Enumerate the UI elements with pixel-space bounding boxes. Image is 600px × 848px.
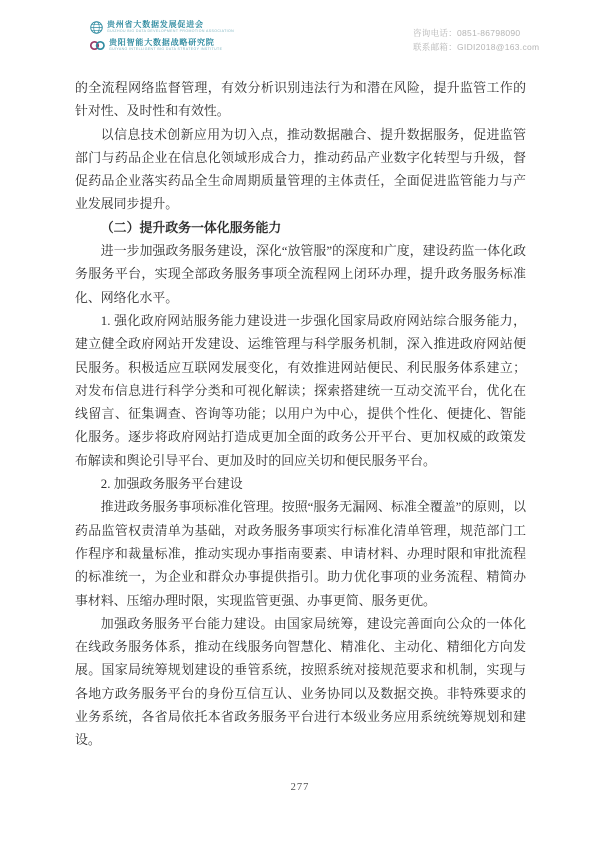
paragraph: 加强政务服务平台能力建设。由国家局统筹，建设完善面向公众的一体化在线政务服务体系，推动在线服务向智慧化、精准化、主动化、精细化方向发展。国家局统筹规划建设的垂管系统，按照系统对接规范要求和机制，实现与各地方政务服务平台的身份互信互认、业务协同以及数据交换。非特殊要求的业务系统，各省局依托本省政务服务平台进行本级业务应用系统统筹规划和建设。 xyxy=(75,616,526,748)
numbered-subheading: 2. 加强政务服务平台建设 xyxy=(100,477,243,492)
association-name-en: GUIZHOU BIG DATA DEVELOPMENT PROMOTION ASSOCIATION xyxy=(107,28,235,33)
paragraph: 的全流程网络监督管理，有效分析识别违法行为和潜在风险，提升监管工作的针对性、及时性和有效性。 xyxy=(75,81,526,119)
contact-phone: 咨询电话：0851-86798090 xyxy=(413,28,521,38)
association-name: 贵州省大数据发展促进会 xyxy=(107,20,204,30)
institute-name: 贵阳智能大数据战略研究院 xyxy=(109,38,215,48)
association-logo xyxy=(90,21,234,34)
paragraph: 推进政务服务事项标准化管理。按照“服务无漏网、标准全覆盖”的原则，以药品监管权责清单为基础，对政务服务事项实行标准化清单管理，规范部门工作程序和裁量标准，推动实现办事指南要素、申请材料、办理时限和审批流程的标准统一，为企业和群众办事提供指引。助力优化事项的业务流程、精简办事材料、压缩办理时限，实现监管更强、办事更简、服务更优。 xyxy=(75,500,526,608)
document-body xyxy=(75,77,526,753)
globe-icon xyxy=(90,21,103,34)
paragraph: 以信息技术创新应用为切入点，推动数据融合、提升数据服务，促进监管部门与药品企业在信息化领域形成合力，推动药品产业数字化转型与升级，督促药品企业落实药品全生命周期质量管理的主体责任，全面促进监管能力与产业发展同步提升。 xyxy=(75,127,526,212)
institute-name-en: GUIYANG INTELLIGENT BIG DATA STRATEGY INSTITUTE xyxy=(109,46,223,51)
association-logo-text xyxy=(107,21,234,34)
paragraph: 进一步加强政务服务建设，深化“放管服”的深度和广度，建设药监一体化政务服务平台，实现全部政务服务事项全流程网上闭环办理，提升政务服务标准化、网络化水平。 xyxy=(75,244,526,305)
paragraph: 1. 强化政府网站服务能力建设进一步强化国家局政府网站综合服务能力，建立健全政府网站开发建设、运维管理与科学服务机制，深入推进政府网站便民服务。积极适应互联网发展变化，有效推进网站便民、利民服务体系建立；对发布信息进行科学分类和可视化解读；探索搭建统一互动交流平台，优化在线留言、征集调查、咨询等功能；以用户为中心，提供个性化、便捷化、智能化服务。逐步将政府网站打造成更加全面的政务公开平台、更加权威的政策发布解读和舆论引导平台、更加及时的回应关切和便民服务平台。 xyxy=(75,313,526,468)
interlocked-circles-icon xyxy=(90,39,105,52)
institute-logo-text xyxy=(109,39,222,52)
page-number: 277 xyxy=(290,782,310,793)
institute-logo xyxy=(90,39,222,52)
contact-email: 联系邮箱：GIDI2018@163.com xyxy=(413,42,540,52)
contact-info xyxy=(413,26,539,54)
section-heading: （二）提升政务一体化服务能力 xyxy=(100,220,282,235)
